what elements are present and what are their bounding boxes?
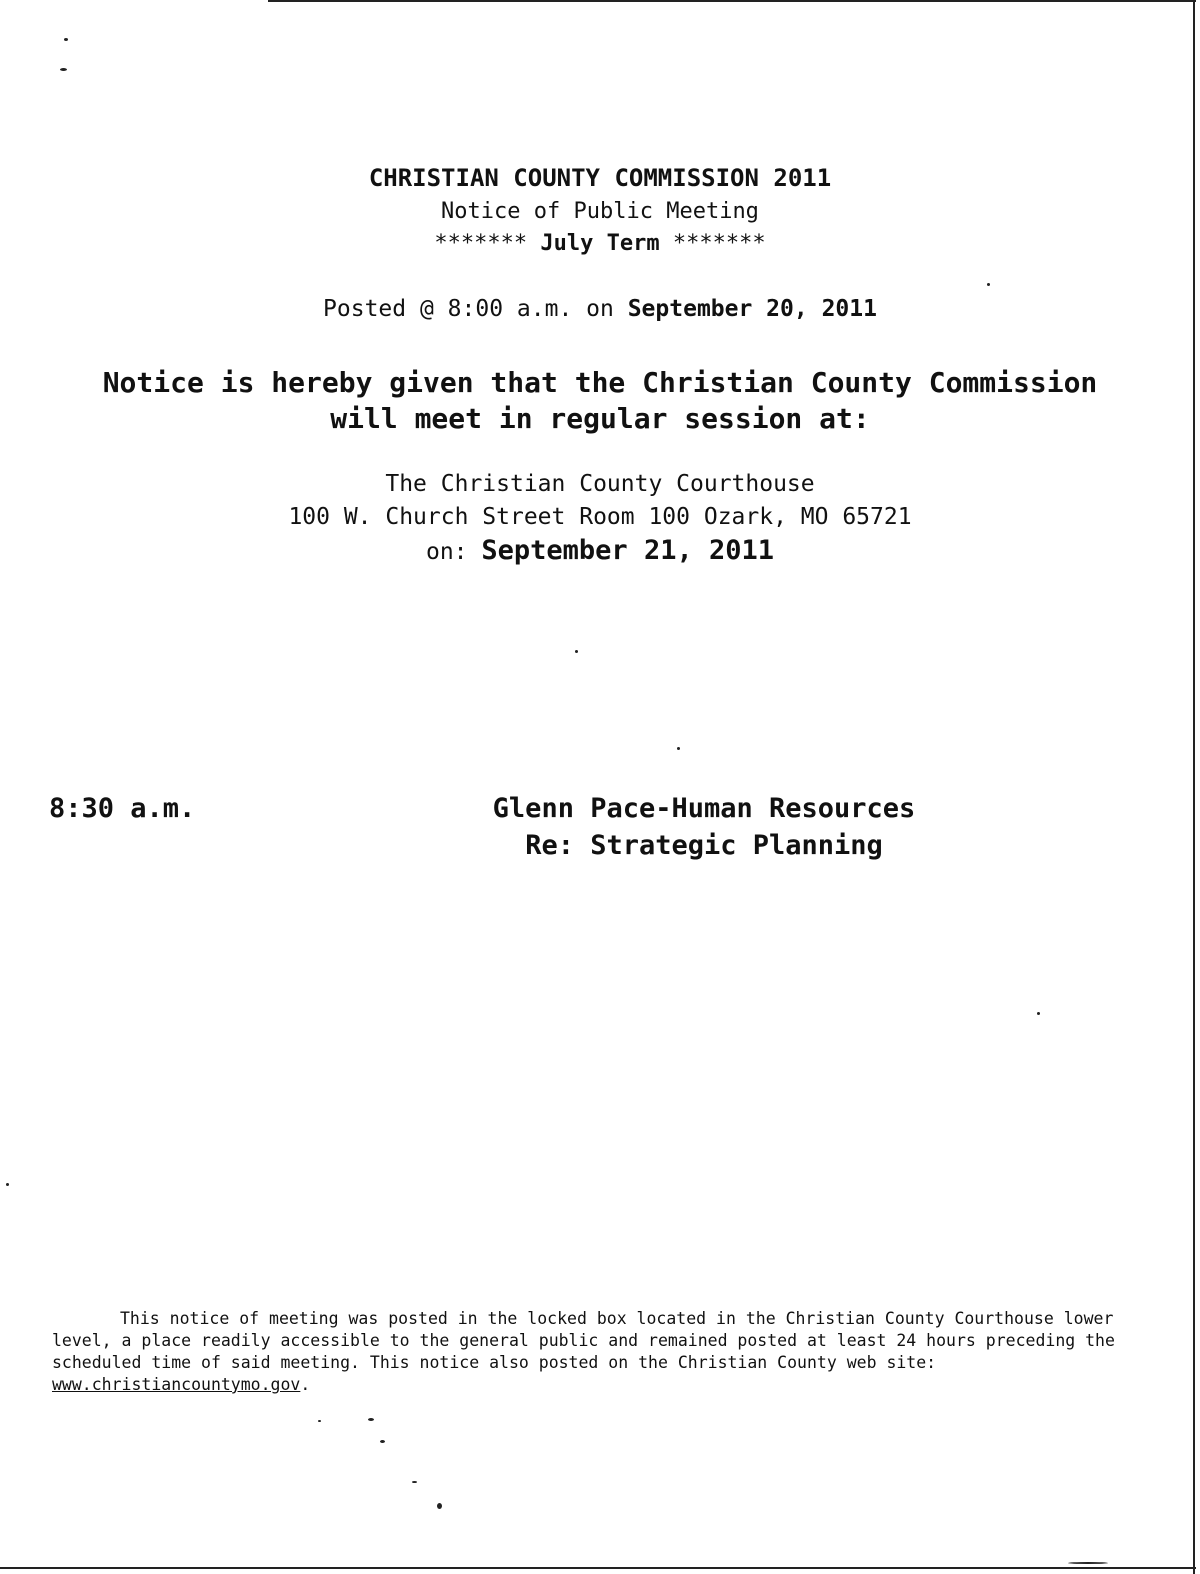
meeting-address: 100 W. Church Street Room 100 Ozark, MO 65721 (288, 504, 912, 530)
notice-statement-line1: Notice is hereby given that the Christian County Commission (102, 366, 1098, 399)
document-title: CHRISTIAN COUNTY COMMISSION 2011 (368, 164, 832, 192)
scan-speck (987, 283, 990, 286)
scan-speck (437, 1503, 442, 1509)
scan-speck (677, 747, 680, 750)
document-subtitle: Notice of Public Meeting (441, 199, 759, 224)
scan-speck (1037, 1012, 1040, 1015)
scan-speck (368, 1418, 374, 1421)
posted-date: September 20, 2011 (627, 296, 877, 322)
scan-speck (6, 1183, 9, 1186)
agenda-item-title: Glenn Pace-Human Resources (492, 793, 916, 824)
posted-prefix: Posted @ 8:00 a.m. on (323, 296, 614, 322)
scan-speck (1068, 1562, 1108, 1564)
meeting-on-label: on: (425, 539, 468, 565)
posted-line (0, 296, 1200, 322)
meeting-date: September 21, 2011 (481, 535, 774, 566)
scan-speck (60, 68, 67, 71)
page-border-top (268, 0, 1196, 2)
scan-speck (318, 1420, 321, 1422)
meeting-date-line (0, 535, 1200, 566)
footer-end: . (300, 1375, 311, 1394)
term-stars-left: ******* (434, 231, 528, 256)
county-website-link[interactable]: www.christiancountymo.gov (52, 1375, 301, 1394)
scan-speck (64, 38, 68, 41)
agenda-item-subject: Re: Strategic Planning (525, 830, 883, 861)
posting-notice-footer (52, 1308, 1152, 1396)
footer-text: This notice of meeting was posted in the locked box located in the Christian County Courthouse lower level, a place readily accessible to the general public and remained posted at least 24 hours preceding the scheduled time of said meeting. This notice also posted on the Christian County web site: (52, 1309, 1115, 1372)
page-border-bottom (0, 1567, 1196, 1569)
notice-statement-line2: will meet in regular session at: (330, 402, 870, 435)
scan-speck (412, 1481, 417, 1483)
meeting-building: The Christian County Courthouse (385, 471, 815, 497)
agenda-time: 8:30 a.m. (49, 793, 196, 824)
term-line (0, 231, 1200, 256)
scan-speck (380, 1440, 385, 1443)
term-stars-right: ******* (672, 231, 766, 256)
term-label: July Term (540, 231, 660, 256)
scan-speck (575, 650, 578, 653)
